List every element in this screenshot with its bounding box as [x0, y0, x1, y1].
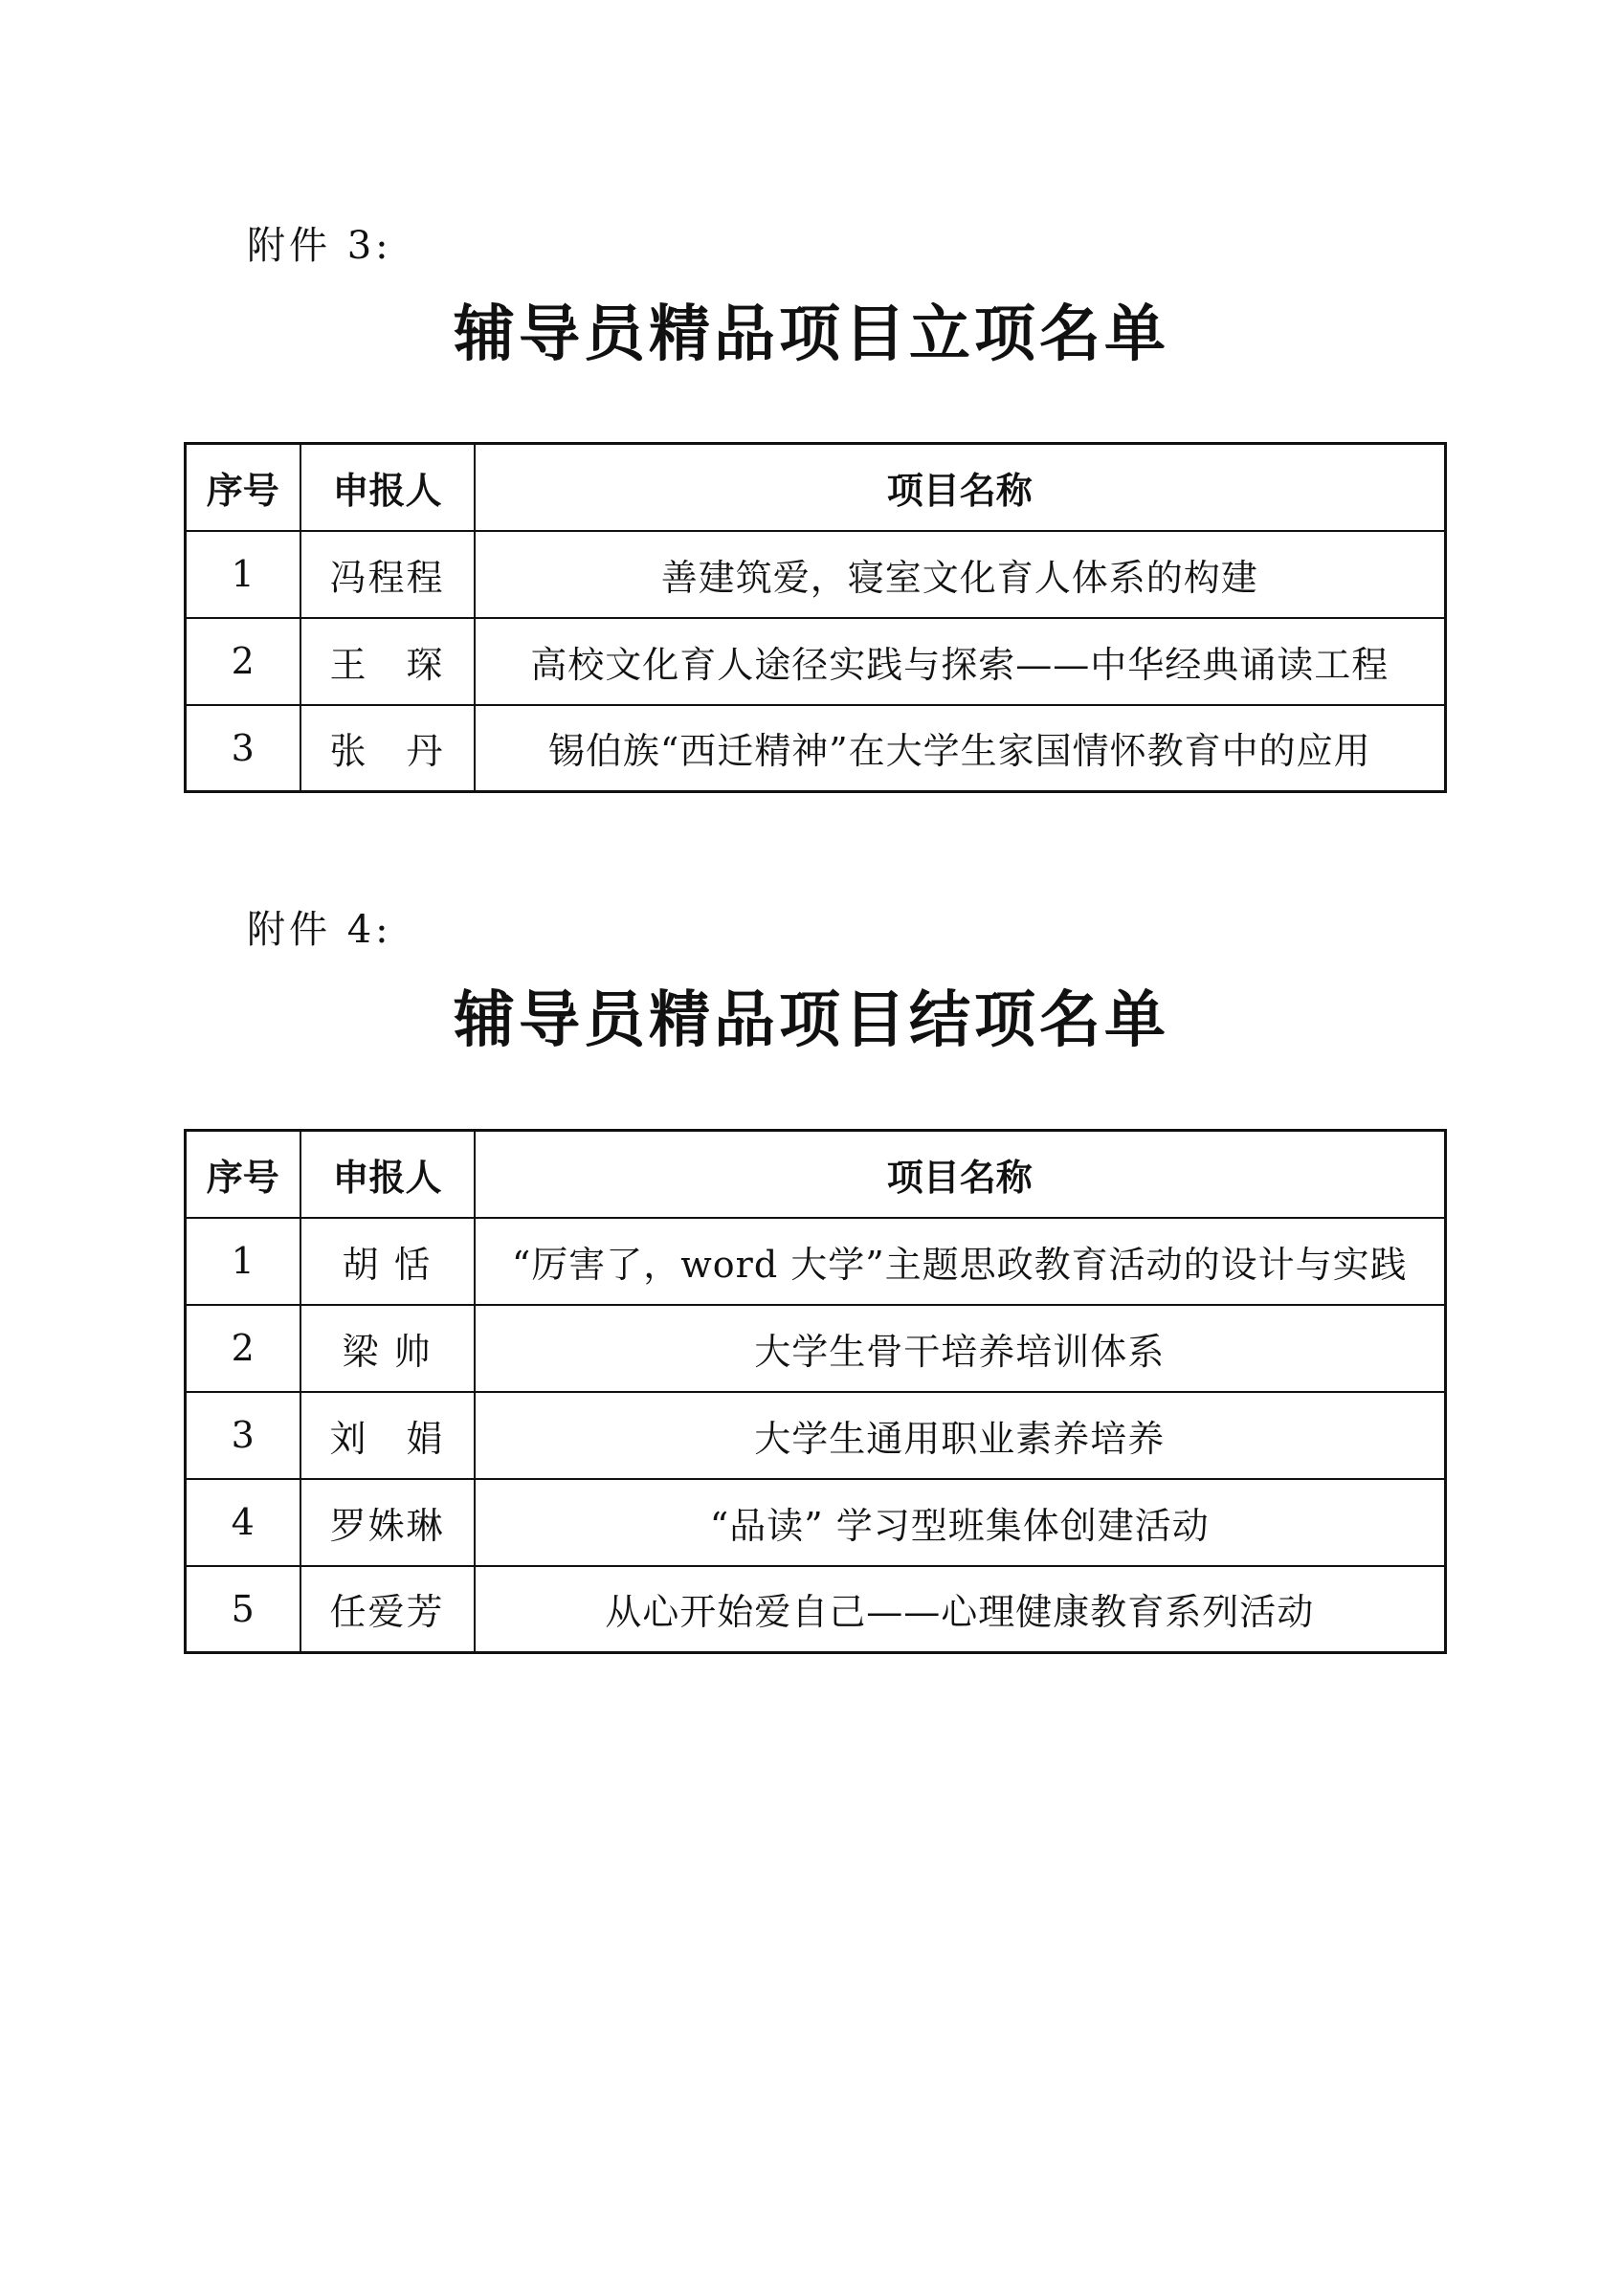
- table-row: [186, 1566, 1446, 1653]
- row-project: “品读” 学习型班集体创建活动: [475, 1479, 1446, 1566]
- header-applicant: 申报人: [300, 444, 475, 531]
- table-row: [186, 1218, 1446, 1305]
- row-applicant: 任爱芳: [300, 1566, 475, 1653]
- header-project: 项目名称: [475, 1131, 1446, 1218]
- row-applicant: 张 丹: [300, 705, 475, 792]
- table-header-row: [186, 444, 1446, 531]
- attachment-3-label: 附件 3:: [247, 224, 392, 268]
- completion-list-table: [184, 1129, 1447, 1654]
- table-row: [186, 531, 1446, 618]
- row-applicant: 冯程程: [300, 531, 475, 618]
- row-applicant: 胡 恬: [300, 1218, 475, 1305]
- table-row: [186, 1392, 1446, 1479]
- header-no: 序号: [186, 444, 300, 531]
- header-project: 项目名称: [475, 444, 1446, 531]
- row-no: 3: [186, 1392, 300, 1479]
- attachment-4-label: 附件 4:: [247, 908, 392, 952]
- attachment-3-title: 辅导员精品项目立项名单: [454, 299, 1169, 370]
- row-project: “厉害了，word 大学”主题思政教育活动的设计与实践: [475, 1218, 1446, 1305]
- row-project: 锡伯族“西迁精神”在大学生家国情怀教育中的应用: [475, 705, 1446, 792]
- row-no: 1: [186, 1218, 300, 1305]
- row-no: 2: [186, 618, 300, 705]
- row-applicant: 罗姝琳: [300, 1479, 475, 1566]
- header-applicant: 申报人: [300, 1131, 475, 1218]
- row-project: 大学生骨干培养培训体系: [475, 1305, 1446, 1392]
- table-row: [186, 1305, 1446, 1392]
- table-row: [186, 705, 1446, 792]
- row-applicant: 刘 娟: [300, 1392, 475, 1479]
- row-no: 1: [186, 531, 300, 618]
- row-applicant: 梁 帅: [300, 1305, 475, 1392]
- table-row: [186, 618, 1446, 705]
- row-project: 高校文化育人途径实践与探索——中华经典诵读工程: [475, 618, 1446, 705]
- row-applicant: 王 琛: [300, 618, 475, 705]
- row-no: 4: [186, 1479, 300, 1566]
- approval-list-table: [184, 442, 1447, 793]
- table-header-row: [186, 1131, 1446, 1218]
- row-no: 5: [186, 1566, 300, 1653]
- header-no: 序号: [186, 1131, 300, 1218]
- row-project: 大学生通用职业素养培养: [475, 1392, 1446, 1479]
- table-row: [186, 1479, 1446, 1566]
- row-project: 善建筑爱，寝室文化育人体系的构建: [475, 531, 1446, 618]
- row-no: 3: [186, 705, 300, 792]
- attachment-4-title: 辅导员精品项目结项名单: [454, 985, 1169, 1056]
- row-project: 从心开始爱自己——心理健康教育系列活动: [475, 1566, 1446, 1653]
- row-no: 2: [186, 1305, 300, 1392]
